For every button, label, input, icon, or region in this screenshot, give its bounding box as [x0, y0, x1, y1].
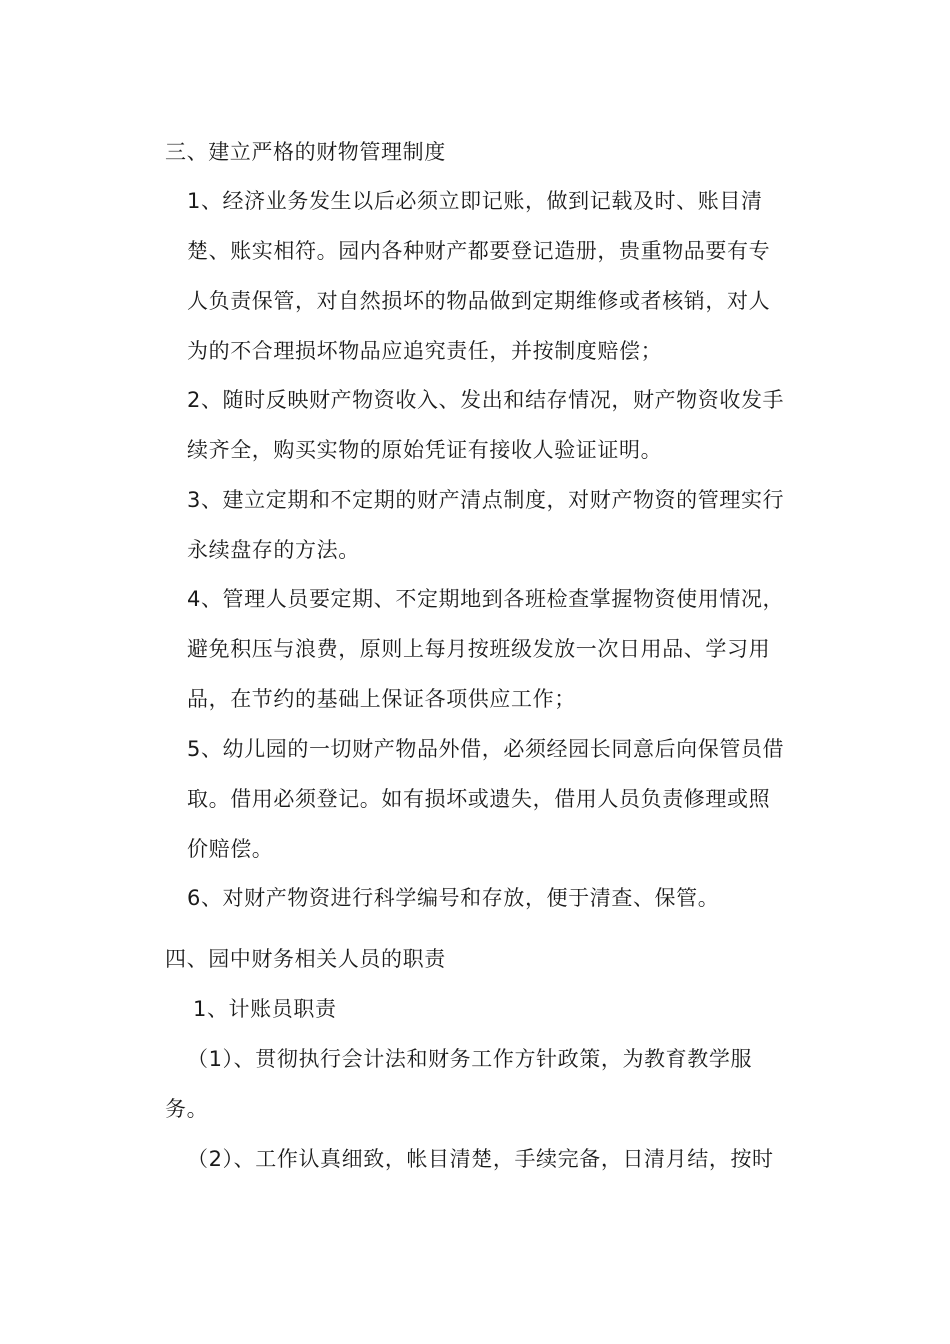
paragraph-line: 6、对财产物资进行科学编号和存放，便于清查、保管。 — [187, 886, 720, 910]
paragraph-line: 人负责保管，对自然损坏的物品做到定期维修或者核销，对人 — [187, 289, 771, 313]
paragraph-line: 避免积压与浪费，原则上每月按班级发放一次日用品、学习用 — [187, 637, 771, 661]
paragraph-line: 续齐全，购买实物的原始凭证有接收人验证证明。 — [187, 438, 663, 462]
section-heading-3: 三、建立严格的财物管理制度 — [165, 140, 446, 164]
paragraph-line: 5、幼儿园的一切财产物品外借，必须经园长同意后向保管员借 — [187, 737, 785, 761]
paragraph-line: 永续盘存的方法。 — [187, 538, 360, 562]
paragraph-line: 为的不合理损坏物品应追究责任，并按制度赔偿； — [187, 339, 663, 363]
paragraph-line: 楚、账实相符。园内各种财产都要登记造册，贵重物品要有专 — [187, 239, 771, 263]
section-heading-4: 四、园中财务相关人员的职责 — [165, 947, 446, 971]
paragraph-line: 品，在节约的基础上保证各项供应工作； — [187, 687, 576, 711]
paragraph-line: 1、经济业务发生以后必须立即记账，做到记载及时、账目清 — [187, 189, 763, 213]
paragraph-line: 取。借用必须登记。如有损坏或遗失，借用人员负责修理或照 — [187, 787, 771, 811]
paragraph-line: 务。 — [165, 1097, 209, 1121]
paragraph-line: 3、建立定期和不定期的财产清点制度，对财产物资的管理实行 — [187, 488, 785, 512]
paragraph-line: 4、管理人员要定期、不定期地到各班检查掌握物资使用情况， — [187, 587, 785, 611]
sub-heading: 1、计账员职责 — [193, 997, 337, 1021]
paragraph-line: （2）、工作认真细致，帐目清楚，手续完备，日清月结，按时 — [187, 1147, 774, 1171]
paragraph-line: （1）、贯彻执行会计法和财务工作方针政策，为教育教学服 — [187, 1047, 753, 1071]
paragraph-line: 价赔偿。 — [187, 837, 274, 861]
paragraph-line: 2、随时反映财产物资收入、发出和结存情况，财产物资收发手 — [187, 388, 785, 412]
